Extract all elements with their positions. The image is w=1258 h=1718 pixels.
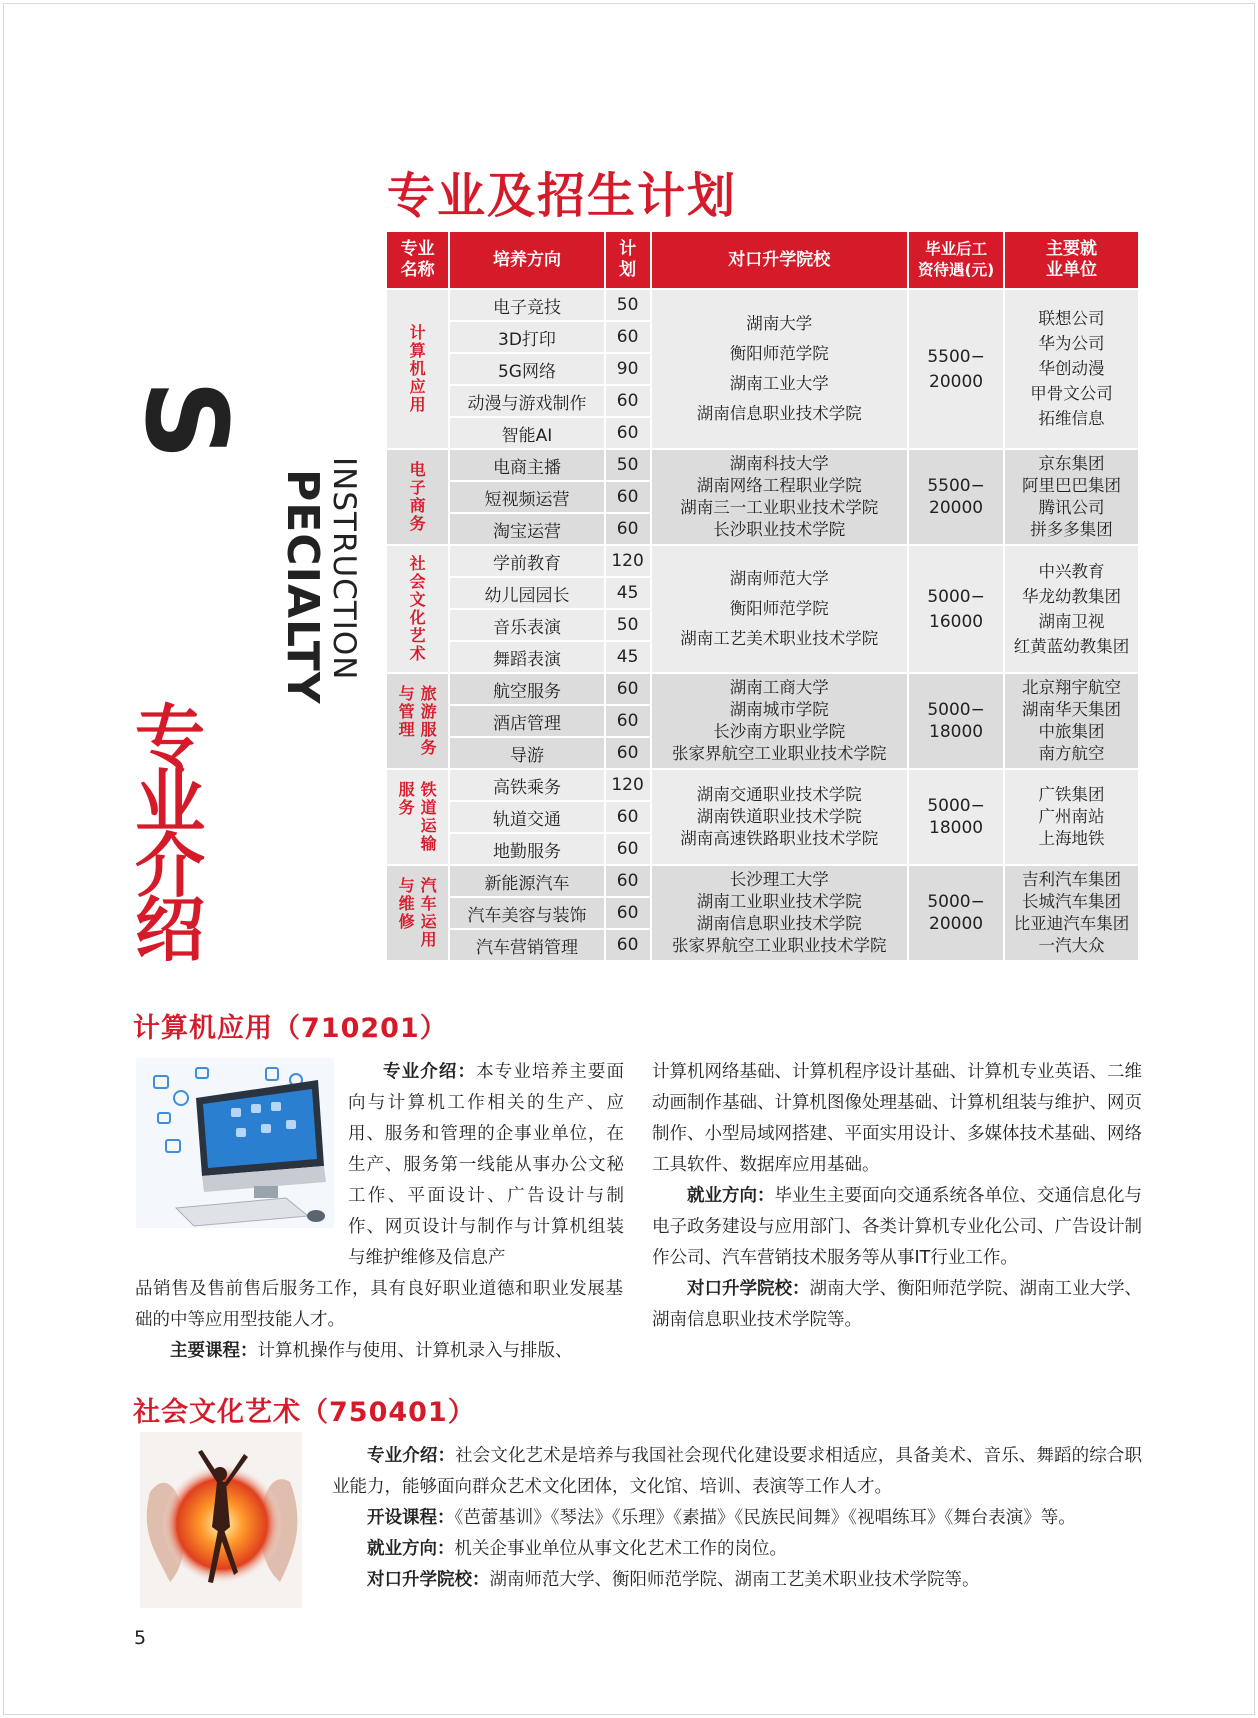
employers-cell <box>1005 546 1138 672</box>
employers-cell-line: 广铁集团 <box>1038 785 1105 804</box>
category-cell <box>387 450 448 544</box>
direction-cell: 汽车美容与装饰 <box>450 898 603 928</box>
salary-cell-line: 20000 <box>929 371 984 392</box>
intro-label: 专业介绍： <box>383 1062 477 1082</box>
plan-cell: 50 <box>606 610 650 640</box>
direction-cell: 新能源汽车 <box>450 866 603 896</box>
schools-cell <box>652 770 908 864</box>
mouse <box>307 1210 325 1222</box>
employers-cell-line: 长城汽车集团 <box>1022 892 1122 911</box>
schools-cell-line: 湖南铁道职业技术学院 <box>696 807 862 826</box>
employers-cell-line: 京东集团 <box>1038 454 1105 473</box>
category-label: 与管理 <box>398 684 415 739</box>
salary-cell-line: 18000 <box>929 818 984 838</box>
employers-cell-line: 一汽大众 <box>1038 936 1105 955</box>
direction-cell: 5G网络 <box>450 354 603 384</box>
direction-cell: 短视频运营 <box>450 482 603 512</box>
plan-cell: 120 <box>606 770 650 800</box>
table-row <box>387 450 1138 480</box>
table-row <box>387 866 1138 896</box>
schools-cell <box>652 866 908 960</box>
schools-cell-line: 湖南高速铁路职业技术学院 <box>680 829 879 848</box>
arts-courses-text: 《芭蕾基训》《琴法》《乐理》《素描》《民族民间舞》《视唱练耳》《舞台表演》等。 <box>454 1508 1076 1528</box>
schools-cell-line: 湖南工业大学 <box>729 374 829 393</box>
table-body <box>387 290 1138 960</box>
schools-text: 湖南大学、衡阳师范学院、湖南工业大学、湖南信息职业技术学院等。 <box>652 1279 1142 1330</box>
employers-cell-line: 联想公司 <box>1038 309 1105 328</box>
employers-cell-line: 甲骨文公司 <box>1030 384 1113 403</box>
table-header-row <box>387 232 1138 288</box>
schools-cell-line: 张家界航空工业职业技术学院 <box>672 936 887 955</box>
plan-cell: 50 <box>606 290 650 320</box>
salary-cell-line: 20000 <box>929 498 984 518</box>
arts-intro-text: 社会文化艺术是培养与我国社会现代化建设要求相适应，具备美术、音乐、舞蹈的综合职业能力，能够面向群众艺术文化团体，文化馆、培训、表演等工作人才。 <box>332 1446 1143 1497</box>
career-text: 毕业生主要面向交通系统各单位、交通信息化与电子政务建设与应用部门、各类计算机专业化公司、广告设计制作公司、汽车营销技术服务等从事IT行业工作。 <box>652 1186 1142 1268</box>
salary-cell-line: 5500− <box>927 476 985 496</box>
employers-cell <box>1005 674 1138 768</box>
category-cell <box>387 546 448 672</box>
side-title-char: 绍 <box>135 889 205 971</box>
salary-cell <box>909 450 1003 544</box>
employers-cell <box>1005 866 1138 960</box>
plan-cell: 60 <box>606 514 650 544</box>
arts-schools-label: 对口升学院校： <box>367 1570 490 1590</box>
salary-cell <box>909 546 1003 672</box>
arts-career-text: 机关企事业单位从事文化艺术工作的岗位。 <box>454 1539 787 1559</box>
schools-cell-line: 衡阳师范学院 <box>729 344 829 363</box>
schools-cell-line: 湖南工艺美术职业技术学院 <box>680 629 879 648</box>
schools-cell <box>652 450 908 544</box>
section-arts-body <box>332 1441 1142 1596</box>
header-major: 专业 名称 <box>387 232 448 288</box>
plan-cell: 60 <box>606 674 650 704</box>
direction-cell: 学前教育 <box>450 546 603 576</box>
schools-cell-line: 湖南信息职业技术学院 <box>696 914 862 933</box>
table-row <box>387 770 1138 800</box>
table-row <box>387 674 1138 704</box>
schools-cell-line: 长沙职业技术学院 <box>713 520 846 539</box>
employers-cell-line: 南方航空 <box>1038 744 1105 763</box>
employers-cell-line: 红黄蓝幼教集团 <box>1013 636 1130 656</box>
salary-cell-line: 5000− <box>927 892 985 912</box>
direction-cell: 电商主播 <box>450 450 603 480</box>
side-title-big-letter: S <box>120 379 250 461</box>
direction-cell: 电子竞技 <box>450 290 603 320</box>
computer-illustration <box>136 1058 334 1228</box>
category-label: 计算机应用 <box>409 323 426 414</box>
direction-cell: 高铁乘务 <box>450 770 603 800</box>
plan-cell: 60 <box>606 482 650 512</box>
category-cell <box>387 770 448 864</box>
schools-cell-line: 湖南交通职业技术学院 <box>696 785 862 804</box>
header-salary: 毕业后工 资待遇(元) <box>909 232 1003 288</box>
direction-cell: 动漫与游戏制作 <box>450 386 603 416</box>
section-computer-title: 计算机应用（710201） <box>133 1013 448 1044</box>
side-title-char: 专 <box>135 697 205 779</box>
category-label: 与维修 <box>398 876 415 931</box>
enrollment-table <box>385 230 1140 962</box>
direction-cell: 幼儿园园长 <box>450 578 603 608</box>
employers-cell-line: 中兴教育 <box>1038 561 1105 581</box>
header-plan: 计 划 <box>606 232 650 288</box>
salary-cell-line: 5000− <box>927 700 985 720</box>
intro-text: 本专业培养主要面向与计算机工作相关的生产、应用、服务和管理的企事业单位，在生产、服务第一线能从事办公文秘工作、平面设计、广告设计与制作、网页设计与制作与计算机组装与维护维修及信息产 <box>348 1062 624 1268</box>
employers-cell <box>1005 290 1138 448</box>
schools-cell-line: 湖南工商大学 <box>729 678 829 697</box>
arts-schools-text: 湖南师范大学、衡阳师范学院、湖南工艺美术职业技术学院等。 <box>489 1570 980 1590</box>
section-computer-intro-cont <box>135 1274 623 1367</box>
category-label: 汽车运用 <box>420 876 437 949</box>
section-computer-intro <box>348 1057 624 1274</box>
schools-cell <box>652 290 908 448</box>
schools-cell-line: 湖南城市学院 <box>729 700 829 719</box>
employers-cell-line: 比亚迪汽车集团 <box>1013 914 1130 933</box>
schools-cell-line: 长沙理工大学 <box>729 870 829 889</box>
plan-cell: 60 <box>606 738 650 768</box>
schools-cell-line: 湖南科技大学 <box>729 454 829 473</box>
plan-cell: 45 <box>606 578 650 608</box>
salary-cell <box>909 674 1003 768</box>
salary-cell <box>909 290 1003 448</box>
section-computer-right-column <box>652 1057 1142 1336</box>
employers-cell-line: 湖南华天集团 <box>1022 700 1122 719</box>
direction-cell: 智能AI <box>450 418 603 448</box>
header-schools: 对口升学院校 <box>652 232 908 288</box>
plan-cell: 50 <box>606 450 650 480</box>
header-direction: 培养方向 <box>450 232 603 288</box>
schools-cell-line: 湖南网络工程职业学院 <box>696 476 862 495</box>
plan-cell: 60 <box>606 322 650 352</box>
schools-cell-line: 湖南大学 <box>746 314 813 333</box>
direction-cell: 音乐表演 <box>450 610 603 640</box>
schools-cell <box>652 674 908 768</box>
direction-cell: 汽车营销管理 <box>450 930 603 960</box>
career-label: 就业方向： <box>687 1186 775 1206</box>
employers-cell-line: 吉利汽车集团 <box>1022 870 1122 889</box>
category-cell <box>387 866 448 960</box>
employers-cell-line: 拓维信息 <box>1038 409 1105 428</box>
schools-cell-line: 湖南信息职业技术学院 <box>696 404 862 423</box>
schools-cell-line: 长沙南方职业学院 <box>713 722 846 741</box>
category-label: 电子商务 <box>409 460 426 533</box>
plan-cell: 45 <box>606 642 650 672</box>
page-number: 5 <box>134 1627 147 1649</box>
employers-cell-line: 阿里巴巴集团 <box>1022 476 1122 495</box>
arts-courses-label: 开设课程： <box>367 1508 455 1528</box>
category-label: 服务 <box>398 780 415 817</box>
salary-cell-line: 5000− <box>927 586 985 607</box>
direction-cell: 航空服务 <box>450 674 603 704</box>
salary-cell <box>909 866 1003 960</box>
salary-cell-line: 20000 <box>929 914 984 934</box>
employers-cell-line: 北京翔宇航空 <box>1022 678 1122 697</box>
header-employers: 主要就 业单位 <box>1005 232 1138 288</box>
side-title-char: 业 <box>135 761 205 843</box>
plan-cell: 60 <box>606 386 650 416</box>
employers-cell-line: 上海地铁 <box>1038 829 1105 848</box>
schools-cell-line: 衡阳师范学院 <box>729 599 829 618</box>
salary-cell <box>909 770 1003 864</box>
salary-cell-line: 5000− <box>927 796 985 816</box>
category-label: 铁道运输 <box>420 780 437 853</box>
courses-text: 计算机操作与使用、计算机录入与排版、 <box>257 1341 573 1361</box>
plan-cell: 60 <box>606 866 650 896</box>
salary-cell-line: 16000 <box>929 611 984 632</box>
employers-cell-line: 湖南卫视 <box>1038 611 1105 631</box>
courses-label: 主要课程： <box>170 1341 258 1361</box>
employers-cell <box>1005 770 1138 864</box>
salary-cell-line: 5500− <box>927 346 985 367</box>
plan-cell: 120 <box>606 546 650 576</box>
arts-career-label: 就业方向： <box>367 1539 455 1559</box>
category-label: 社会文化艺术 <box>409 554 426 663</box>
employers-cell-line: 华创动漫 <box>1038 359 1105 378</box>
schools-cell-line: 湖南工业职业技术学院 <box>696 892 862 911</box>
direction-cell: 舞蹈表演 <box>450 642 603 672</box>
employers-cell-line: 华龙幼教集团 <box>1022 586 1122 606</box>
courses-text-cont: 计算机网络基础、计算机程序设计基础、计算机专业英语、二维动画制作基础、计算机图像处理基础、计算机组装与维护、网页制作、小型局域网搭建、平面实用设计、多媒体技术基础、网络工具软件、数据库应用基础。 <box>652 1062 1142 1175</box>
plan-cell: 60 <box>606 802 650 832</box>
employers-cell-line: 广州南站 <box>1038 807 1105 826</box>
direction-cell: 轨道交通 <box>450 802 603 832</box>
dancer-illustration <box>140 1432 302 1608</box>
side-title-english <box>120 365 362 705</box>
plan-cell: 90 <box>606 354 650 384</box>
side-title-line1: INSTRUCTION <box>326 457 362 681</box>
employers-cell <box>1005 450 1138 544</box>
intro-text-cont: 品销售及售前售后服务工作，具有良好职业道德和职业发展基础的中等应用型技能人才。 <box>135 1279 623 1330</box>
salary-cell-line: 18000 <box>929 722 984 742</box>
side-title-chinese <box>130 697 210 971</box>
plan-cell: 60 <box>606 706 650 736</box>
plan-cell: 60 <box>606 834 650 864</box>
schools-cell <box>652 546 908 672</box>
schools-label: 对口升学院校： <box>687 1279 810 1299</box>
schools-cell-line: 湖南三一工业职业技术学院 <box>680 498 879 517</box>
employers-cell-line: 中旅集团 <box>1038 722 1105 741</box>
direction-cell: 导游 <box>450 738 603 768</box>
employers-cell-line: 腾讯公司 <box>1038 498 1105 517</box>
plan-cell: 60 <box>606 898 650 928</box>
side-title-char: 介 <box>135 825 205 907</box>
direction-cell: 3D打印 <box>450 322 603 352</box>
schools-cell-line: 湖南师范大学 <box>729 569 829 588</box>
plan-cell: 60 <box>606 930 650 960</box>
direction-cell: 地勤服务 <box>450 834 603 864</box>
category-cell <box>387 674 448 768</box>
section-arts-title: 社会文化艺术（750401） <box>133 1397 476 1428</box>
side-title-line2: PECIALTY <box>277 469 328 705</box>
arts-intro-label: 专业介绍： <box>367 1446 456 1466</box>
table-row <box>387 546 1138 576</box>
plan-cell: 60 <box>606 418 650 448</box>
category-label: 旅游服务 <box>420 684 437 757</box>
page-title: 专业及招生计划 <box>387 168 738 224</box>
direction-cell: 酒店管理 <box>450 706 603 736</box>
schools-cell-line: 张家界航空工业职业技术学院 <box>672 744 887 763</box>
direction-cell: 淘宝运营 <box>450 514 603 544</box>
employers-cell-line: 华为公司 <box>1038 334 1105 353</box>
table-row <box>387 290 1138 320</box>
category-cell <box>387 290 448 448</box>
employers-cell-line: 拼多多集团 <box>1030 520 1113 539</box>
